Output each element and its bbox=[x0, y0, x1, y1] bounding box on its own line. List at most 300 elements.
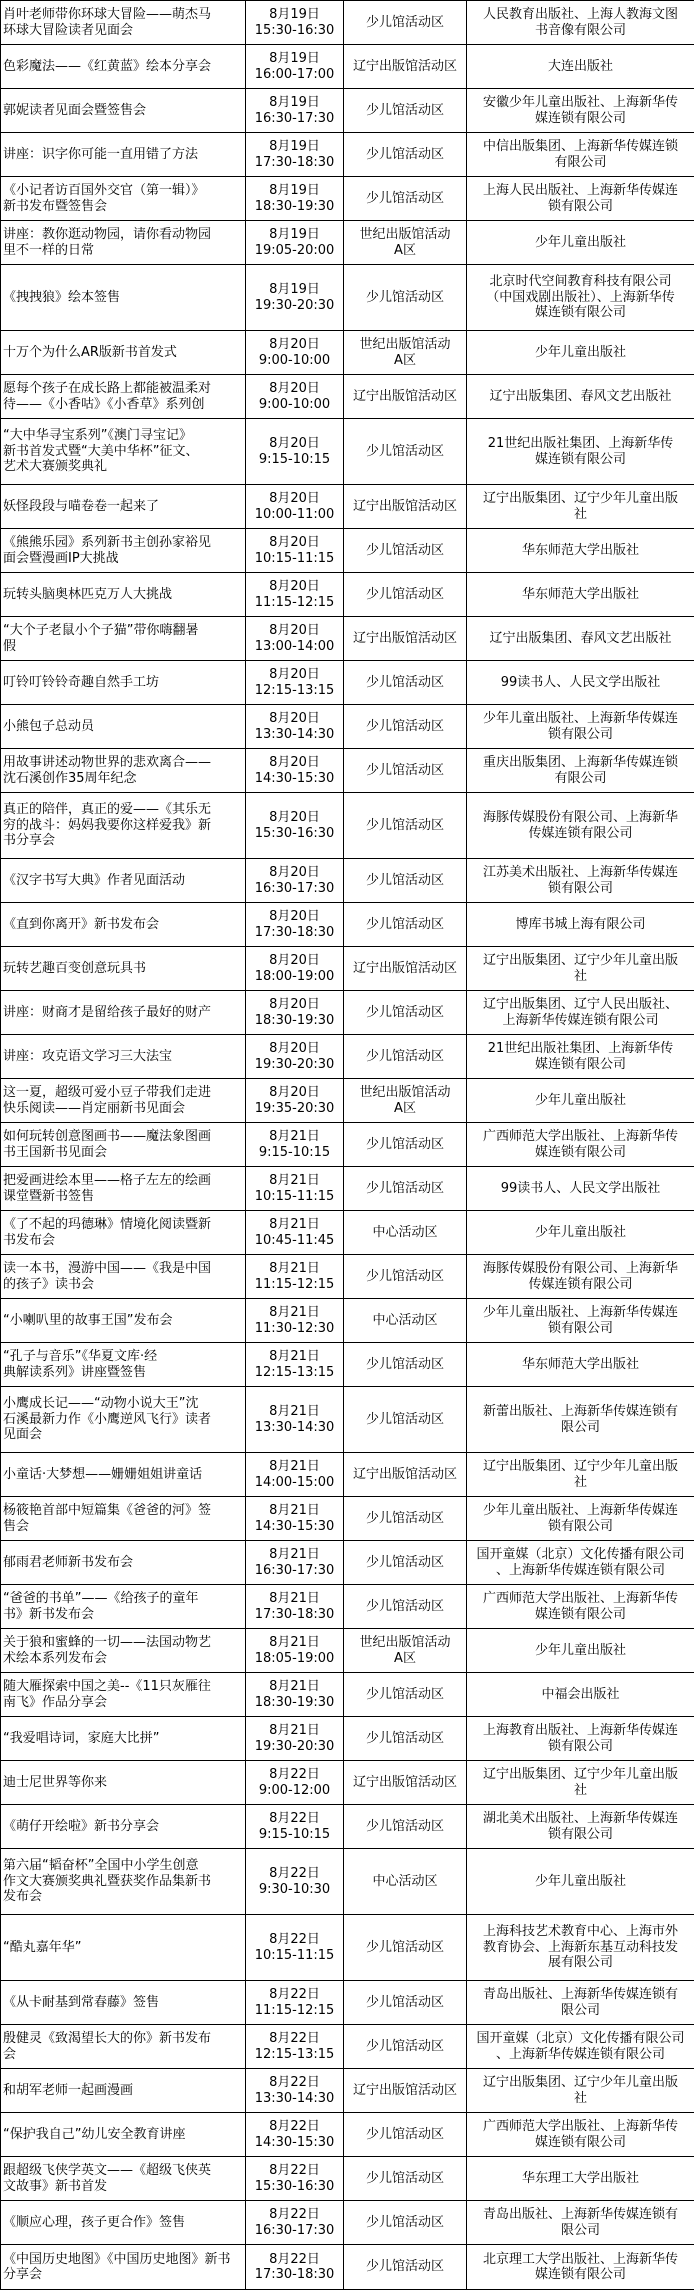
event-publisher-line: 媒连锁有限公司 bbox=[469, 1057, 692, 1073]
event-datetime bbox=[246, 1211, 344, 1255]
event-datetime bbox=[246, 2069, 344, 2113]
event-title-line: 色彩魔法——《红黄蓝》绘本分享会 bbox=[3, 59, 243, 75]
event-time: 14:30-15:30 bbox=[248, 771, 341, 787]
event-title-line: 愿每个孩子在成长路上都能被温柔对 bbox=[3, 381, 243, 397]
table-row bbox=[1, 1915, 694, 1981]
event-publisher bbox=[467, 89, 694, 133]
event-venue-line: 少儿馆活动区 bbox=[346, 2171, 464, 2187]
event-title-line: 的孩子》读书会 bbox=[3, 1277, 243, 1293]
event-date: 8月20日 bbox=[248, 909, 341, 925]
event-title-line: 快乐阅读——肖定丽新书见面会 bbox=[3, 1101, 243, 1117]
table-row bbox=[1, 1079, 694, 1123]
event-title bbox=[1, 2113, 246, 2157]
event-datetime bbox=[246, 1299, 344, 1343]
table-row bbox=[1, 947, 694, 991]
event-time: 18:30-19:30 bbox=[248, 199, 341, 215]
event-publisher bbox=[467, 573, 694, 617]
event-venue bbox=[344, 947, 467, 991]
event-publisher bbox=[467, 1211, 694, 1255]
event-title-line: 如何玩转创意图画书——魔法象图画 bbox=[3, 1129, 243, 1145]
event-publisher bbox=[467, 1387, 694, 1453]
event-publisher bbox=[467, 661, 694, 705]
event-date: 8月22日 bbox=[248, 1932, 341, 1948]
event-title-line: “我爱唱诗词，家庭大比拼” bbox=[3, 1731, 243, 1747]
event-title bbox=[1, 1717, 246, 1761]
event-title-line: 肖叶老师带你环球大冒险——萌杰马 bbox=[3, 7, 243, 23]
event-publisher-line: 辽宁出版集团、辽宁人民出版社、 bbox=[469, 997, 692, 1013]
event-publisher-line: 限公司 bbox=[469, 1420, 692, 1436]
event-title bbox=[1, 661, 246, 705]
event-venue-line: 少儿馆活动区 bbox=[346, 444, 464, 460]
event-datetime bbox=[246, 793, 344, 859]
event-publisher-line: 青岛出版社、上海新华传媒连锁有 bbox=[469, 2207, 692, 2223]
event-publisher bbox=[467, 749, 694, 793]
event-publisher-line: 锁有限公司 bbox=[469, 727, 692, 743]
event-time: 17:30-18:30 bbox=[248, 155, 341, 171]
event-title-line: 《直到你离开》新书发布会 bbox=[3, 917, 243, 933]
event-publisher-line: 人民教育出版社、上海人教海文图 bbox=[469, 7, 692, 23]
event-publisher-line: 广西师范大学出版社、上海新华传 bbox=[469, 1591, 692, 1607]
event-time: 17:30-18:30 bbox=[248, 1607, 341, 1623]
event-title-line: 用故事讲述动物世界的悲欢离合—— bbox=[3, 755, 243, 771]
event-publisher-line: 、上海新华传媒连锁有限公司 bbox=[469, 2047, 692, 2063]
event-date: 8月21日 bbox=[248, 1129, 341, 1145]
event-time: 15:30-16:30 bbox=[248, 826, 341, 842]
event-publisher-line: 辽宁出版集团、辽宁少年儿童出版 bbox=[469, 491, 692, 507]
event-title bbox=[1, 991, 246, 1035]
event-publisher-line: 辽宁出版集团、春风文艺出版社 bbox=[469, 631, 692, 647]
event-venue-line: A区 bbox=[346, 1101, 464, 1117]
event-time: 12:15-13:15 bbox=[248, 683, 341, 699]
event-venue bbox=[344, 2113, 467, 2157]
event-publisher-line: 江苏美术出版社、上海新华传媒连 bbox=[469, 865, 692, 881]
event-datetime bbox=[246, 133, 344, 177]
table-row bbox=[1, 1, 694, 45]
table-row bbox=[1, 991, 694, 1035]
event-publisher bbox=[467, 2069, 694, 2113]
event-venue bbox=[344, 991, 467, 1035]
event-venue bbox=[344, 1849, 467, 1915]
table-row bbox=[1, 1211, 694, 1255]
event-title-line: 术绘本系列发布会 bbox=[3, 1651, 243, 1667]
event-title-line: 穷的战斗：妈妈我要你这样爱我》新 bbox=[3, 818, 243, 834]
event-publisher bbox=[467, 419, 694, 485]
event-time: 9:00-12:00 bbox=[248, 1783, 341, 1799]
event-publisher bbox=[467, 1343, 694, 1387]
event-publisher bbox=[467, 1167, 694, 1211]
event-title bbox=[1, 1673, 246, 1717]
event-title-line: 随大雁探索中国之美--《11只灰雁往 bbox=[3, 1679, 243, 1695]
event-date: 8月22日 bbox=[248, 2119, 341, 2135]
event-time: 18:30-19:30 bbox=[248, 1013, 341, 1029]
table-row bbox=[1, 177, 694, 221]
event-date: 8月20日 bbox=[248, 667, 341, 683]
event-title-line: 《小记者访百国外交官（第一辑）》 bbox=[3, 183, 243, 199]
event-title bbox=[1, 1035, 246, 1079]
event-venue-line: 辽宁出版馆活动区 bbox=[346, 389, 464, 405]
event-title-line: 作文大赛颁奖典礼暨获奖作品集新书 bbox=[3, 1874, 243, 1890]
event-date: 8月22日 bbox=[248, 1811, 341, 1827]
event-venue-line: 少儿馆活动区 bbox=[346, 1940, 464, 1956]
event-title-line: 读一本书，漫游中国——《我是中国 bbox=[3, 1261, 243, 1277]
event-venue-line: 少儿馆活动区 bbox=[346, 2127, 464, 2143]
event-title-line: 《顺应心理，孩子更合作》签售 bbox=[3, 2215, 243, 2231]
event-title-line: 《拽拽狼》绘本签售 bbox=[3, 290, 243, 306]
event-datetime bbox=[246, 221, 344, 265]
event-datetime bbox=[246, 749, 344, 793]
table-row bbox=[1, 529, 694, 573]
event-venue bbox=[344, 221, 467, 265]
table-row bbox=[1, 749, 694, 793]
event-publisher bbox=[467, 1673, 694, 1717]
event-title bbox=[1, 1255, 246, 1299]
event-publisher bbox=[467, 1761, 694, 1805]
event-title-line: 讲座：教你逛动物园，请你看动物园 bbox=[3, 227, 243, 243]
event-publisher-line: 21世纪出版社集团、上海新华传 bbox=[469, 1041, 692, 1057]
event-title-line: “爸爸的书单”——《给孩子的童年 bbox=[3, 1591, 243, 1607]
event-date: 8月20日 bbox=[248, 623, 341, 639]
event-publisher-line: 锁有限公司 bbox=[469, 1827, 692, 1843]
event-title-line: “大中华寻宝系列”《澳门寻宝记》 bbox=[3, 428, 243, 444]
event-title-line: 讲座：攻克语文学习三大法宝 bbox=[3, 1049, 243, 1065]
event-date: 8月21日 bbox=[248, 1305, 341, 1321]
event-publisher-line: 有限公司 bbox=[469, 155, 692, 171]
event-venue bbox=[344, 2245, 467, 2290]
event-date: 8月21日 bbox=[248, 1459, 341, 1475]
table-row bbox=[1, 221, 694, 265]
event-datetime bbox=[246, 661, 344, 705]
event-title-line: 《汉字书写大典》作者见面活动 bbox=[3, 873, 243, 889]
event-time: 14:30-15:30 bbox=[248, 1519, 341, 1535]
event-publisher bbox=[467, 1255, 694, 1299]
event-venue bbox=[344, 419, 467, 485]
event-title bbox=[1, 45, 246, 89]
event-publisher-line: 社 bbox=[469, 2091, 692, 2107]
event-publisher bbox=[467, 705, 694, 749]
event-venue bbox=[344, 1453, 467, 1497]
event-publisher-line: 上海人民出版社、上海新华传媒连 bbox=[469, 183, 692, 199]
table-row bbox=[1, 1497, 694, 1541]
event-datetime bbox=[246, 903, 344, 947]
event-publisher-line: 锁有限公司 bbox=[469, 1321, 692, 1337]
event-publisher bbox=[467, 1717, 694, 1761]
event-title-line: 待——《小香咕》《小香草》系列创 bbox=[3, 397, 243, 413]
event-datetime bbox=[246, 1805, 344, 1849]
table-row bbox=[1, 133, 694, 177]
event-datetime bbox=[246, 265, 344, 331]
event-date: 8月21日 bbox=[248, 1349, 341, 1365]
table-row bbox=[1, 1387, 694, 1453]
event-title-line: 发布会 bbox=[3, 1889, 243, 1905]
event-publisher-line: 少年儿童出版社 bbox=[469, 1225, 692, 1241]
event-title bbox=[1, 1761, 246, 1805]
event-datetime bbox=[246, 375, 344, 419]
event-title-line: “孔子与音乐”《华夏文库·经 bbox=[3, 1349, 243, 1365]
event-time: 10:15-11:15 bbox=[248, 1948, 341, 1964]
event-title-line: 这一夏，超级可爱小豆子带我们走进 bbox=[3, 1085, 243, 1101]
event-title bbox=[1, 2069, 246, 2113]
event-publisher bbox=[467, 2245, 694, 2290]
event-datetime bbox=[246, 1079, 344, 1123]
event-publisher-line: 有限公司 bbox=[469, 771, 692, 787]
event-date: 8月21日 bbox=[248, 1547, 341, 1563]
event-publisher-line: 海豚传媒股份有限公司、上海新华 bbox=[469, 810, 692, 826]
event-title-line: 《从卡耐基到常春藤》签售 bbox=[3, 1995, 243, 2011]
event-venue bbox=[344, 177, 467, 221]
event-publisher-line: 、上海新华传媒连锁有限公司 bbox=[469, 1563, 692, 1579]
event-title-line: 杨筱艳首部中短篇集《爸爸的河》签 bbox=[3, 1503, 243, 1519]
event-publisher-line: 少年儿童出版社、上海新华传媒连 bbox=[469, 711, 692, 727]
event-time: 9:30-10:30 bbox=[248, 1882, 341, 1898]
event-venue bbox=[344, 1035, 467, 1079]
event-venue-line: 辽宁出版馆活动区 bbox=[346, 499, 464, 515]
event-title-line: 会 bbox=[3, 2047, 243, 2063]
event-title-line: 书王国新书见面会 bbox=[3, 1145, 243, 1161]
event-title bbox=[1, 1211, 246, 1255]
event-venue-line: 世纪出版馆活动 bbox=[346, 337, 464, 353]
event-title-line: 讲座：识字你可能一直用错了方法 bbox=[3, 147, 243, 163]
event-publisher-line: 媒连锁有限公司 bbox=[469, 111, 692, 127]
table-row bbox=[1, 1849, 694, 1915]
event-time: 16:30-17:30 bbox=[248, 881, 341, 897]
event-date: 8月20日 bbox=[248, 1085, 341, 1101]
event-venue-line: 少儿馆活动区 bbox=[346, 103, 464, 119]
event-title-line: 售会 bbox=[3, 1519, 243, 1535]
event-datetime bbox=[246, 1761, 344, 1805]
event-title-line: 面会暨漫画IP大挑战 bbox=[3, 551, 243, 567]
event-title-line: 石溪最新力作《小鹰逆风飞行》读者 bbox=[3, 1412, 243, 1428]
event-title bbox=[1, 859, 246, 903]
event-time: 17:30-18:30 bbox=[248, 925, 341, 941]
event-datetime bbox=[246, 617, 344, 661]
event-publisher-line: 上海教育出版社、上海新华传媒连 bbox=[469, 1723, 692, 1739]
table-row bbox=[1, 1453, 694, 1497]
event-venue-line: 少儿馆活动区 bbox=[346, 1137, 464, 1153]
event-venue bbox=[344, 1299, 467, 1343]
event-title-line: “保护我自己”幼儿安全教育讲座 bbox=[3, 2127, 243, 2143]
event-title-line: 里不一样的日常 bbox=[3, 243, 243, 259]
event-publisher-line: 传媒连锁有限公司 bbox=[469, 1277, 692, 1293]
event-venue bbox=[344, 2157, 467, 2201]
event-publisher bbox=[467, 2025, 694, 2069]
event-publisher-line: 辽宁出版集团、春风文艺出版社 bbox=[469, 389, 692, 405]
event-title bbox=[1, 573, 246, 617]
event-title bbox=[1, 1079, 246, 1123]
event-publisher-line: 媒连锁有限公司 bbox=[469, 2135, 692, 2151]
event-time: 13:30-14:30 bbox=[248, 1420, 341, 1436]
event-publisher-line: 青岛出版社、上海新华传媒连锁有 bbox=[469, 1987, 692, 2003]
event-date: 8月22日 bbox=[248, 2031, 341, 2047]
event-publisher-line: 辽宁出版集团、辽宁少年儿童出版 bbox=[469, 1459, 692, 1475]
event-venue bbox=[344, 2025, 467, 2069]
event-venue-line: 少儿馆活动区 bbox=[346, 1511, 464, 1527]
event-date: 8月22日 bbox=[248, 1767, 341, 1783]
event-venue bbox=[344, 617, 467, 661]
event-publisher-line: 锁有限公司 bbox=[469, 1519, 692, 1535]
event-title bbox=[1, 529, 246, 573]
event-publisher-line: 教育协会、上海新东基互动科技发 bbox=[469, 1940, 692, 1956]
table-row bbox=[1, 419, 694, 485]
event-time: 16:00-17:00 bbox=[248, 67, 341, 83]
event-time: 17:30-18:30 bbox=[248, 2267, 341, 2283]
event-publisher bbox=[467, 1, 694, 45]
event-publisher bbox=[467, 529, 694, 573]
event-date: 8月22日 bbox=[248, 2163, 341, 2179]
event-publisher-line: 华东理工大学出版社 bbox=[469, 2171, 692, 2187]
event-title bbox=[1, 1497, 246, 1541]
event-title-line: 玩转艺趣百变创意玩具书 bbox=[3, 961, 243, 977]
event-venue-line: 少儿馆活动区 bbox=[346, 2215, 464, 2231]
table-row bbox=[1, 1167, 694, 1211]
event-venue-line: 少儿馆活动区 bbox=[346, 675, 464, 691]
event-date: 8月22日 bbox=[248, 1987, 341, 2003]
event-title bbox=[1, 903, 246, 947]
event-time: 10:15-11:15 bbox=[248, 551, 341, 567]
event-venue-line: 辽宁出版馆活动区 bbox=[346, 631, 464, 647]
event-title-line: 南飞》作品分享会 bbox=[3, 1695, 243, 1711]
event-time: 14:30-15:30 bbox=[248, 2135, 341, 2151]
event-venue bbox=[344, 1497, 467, 1541]
event-title bbox=[1, 89, 246, 133]
event-venue bbox=[344, 529, 467, 573]
event-publisher bbox=[467, 133, 694, 177]
event-title bbox=[1, 1167, 246, 1211]
event-publisher bbox=[467, 1299, 694, 1343]
event-time: 16:30-17:30 bbox=[248, 111, 341, 127]
event-time: 9:00-10:00 bbox=[248, 353, 341, 369]
event-date: 8月21日 bbox=[248, 1261, 341, 1277]
event-time: 12:15-13:15 bbox=[248, 2047, 341, 2063]
event-datetime bbox=[246, 1, 344, 45]
event-date: 8月19日 bbox=[248, 51, 341, 67]
event-venue bbox=[344, 793, 467, 859]
event-title bbox=[1, 133, 246, 177]
event-title bbox=[1, 1299, 246, 1343]
event-venue-line: 世纪出版馆活动 bbox=[346, 1635, 464, 1651]
event-venue bbox=[344, 1211, 467, 1255]
event-venue-line: 少儿馆活动区 bbox=[346, 1049, 464, 1065]
event-publisher-line: 媒连锁有限公司 bbox=[469, 452, 692, 468]
event-venue-line: 辽宁出版馆活动区 bbox=[346, 59, 464, 75]
event-venue-line: 少儿馆活动区 bbox=[346, 1005, 464, 1021]
event-title-line: 关于狼和蜜蜂的一切——法国动物艺 bbox=[3, 1635, 243, 1651]
event-time: 19:30-20:30 bbox=[248, 298, 341, 314]
event-venue bbox=[344, 903, 467, 947]
event-publisher bbox=[467, 793, 694, 859]
event-publisher-line: 中信出版集团、上海新华传媒连锁 bbox=[469, 139, 692, 155]
event-date: 8月19日 bbox=[248, 183, 341, 199]
event-title bbox=[1, 331, 246, 375]
event-datetime bbox=[246, 705, 344, 749]
event-title bbox=[1, 1629, 246, 1673]
event-datetime bbox=[246, 177, 344, 221]
event-venue bbox=[344, 2201, 467, 2245]
event-datetime bbox=[246, 1981, 344, 2025]
event-venue-line: 少儿馆活动区 bbox=[346, 147, 464, 163]
event-date: 8月21日 bbox=[248, 1679, 341, 1695]
event-time: 9:15-10:15 bbox=[248, 1145, 341, 1161]
event-venue-line: A区 bbox=[346, 243, 464, 259]
event-title bbox=[1, 2201, 246, 2245]
event-venue bbox=[344, 265, 467, 331]
event-publisher-line: 传媒连锁有限公司 bbox=[469, 826, 692, 842]
event-publisher bbox=[467, 1453, 694, 1497]
event-venue-line: 少儿馆活动区 bbox=[346, 1181, 464, 1197]
event-venue bbox=[344, 1805, 467, 1849]
event-publisher bbox=[467, 903, 694, 947]
event-publisher-line: （中国戏剧出版社）、上海新华传 bbox=[469, 290, 692, 306]
table-row bbox=[1, 1343, 694, 1387]
event-publisher-line: 展有限公司 bbox=[469, 1955, 692, 1971]
event-datetime bbox=[246, 1497, 344, 1541]
event-venue-line: 中心活动区 bbox=[346, 1313, 464, 1329]
event-date: 8月22日 bbox=[248, 2207, 341, 2223]
event-venue bbox=[344, 45, 467, 89]
table-row bbox=[1, 45, 694, 89]
event-publisher-line: 北京时代空间教育科技有限公司 bbox=[469, 274, 692, 290]
event-publisher-line: 21世纪出版社集团、上海新华传 bbox=[469, 436, 692, 452]
event-time: 19:30-20:30 bbox=[248, 1739, 341, 1755]
event-time: 11:30-12:30 bbox=[248, 1321, 341, 1337]
schedule-body bbox=[1, 1, 694, 2290]
event-venue-line: 少儿馆活动区 bbox=[346, 1412, 464, 1428]
event-datetime bbox=[246, 573, 344, 617]
event-publisher-line: 少年儿童出版社、上海新华传媒连 bbox=[469, 1503, 692, 1519]
event-venue bbox=[344, 1629, 467, 1673]
event-time: 13:30-14:30 bbox=[248, 727, 341, 743]
event-title-line: 《中国历史地图》《中国历史地图》新书 bbox=[3, 2252, 243, 2268]
event-title bbox=[1, 1, 246, 45]
event-title-line: 《熊熊乐园》系列新书主创孙家裕见 bbox=[3, 535, 243, 551]
event-venue bbox=[344, 1079, 467, 1123]
event-date: 8月19日 bbox=[248, 95, 341, 111]
event-venue-line: 少儿馆活动区 bbox=[346, 1819, 464, 1835]
event-title-line: 《萌仔开绘啦》新书分享会 bbox=[3, 1819, 243, 1835]
event-datetime bbox=[246, 2245, 344, 2290]
table-row bbox=[1, 375, 694, 419]
event-publisher bbox=[467, 221, 694, 265]
event-time: 10:45-11:45 bbox=[248, 1233, 341, 1249]
table-row bbox=[1, 1585, 694, 1629]
event-date: 8月21日 bbox=[248, 1635, 341, 1651]
event-venue-line: 少儿馆活动区 bbox=[346, 543, 464, 559]
event-venue-line: 少儿馆活动区 bbox=[346, 873, 464, 889]
event-venue bbox=[344, 661, 467, 705]
event-time: 11:15-12:15 bbox=[248, 595, 341, 611]
event-venue-line: A区 bbox=[346, 1651, 464, 1667]
event-venue-line: A区 bbox=[346, 353, 464, 369]
event-title-line: 和胡军老师一起画漫画 bbox=[3, 2083, 243, 2099]
event-venue bbox=[344, 331, 467, 375]
event-publisher-line: 博库书城上海有限公司 bbox=[469, 917, 692, 933]
event-publisher-line: 少年儿童出版社、上海新华传媒连 bbox=[469, 1305, 692, 1321]
event-datetime bbox=[246, 1849, 344, 1915]
event-datetime bbox=[246, 419, 344, 485]
event-date: 8月19日 bbox=[248, 139, 341, 155]
event-publisher bbox=[467, 265, 694, 331]
event-venue bbox=[344, 485, 467, 529]
event-venue-line: 少儿馆活动区 bbox=[346, 1599, 464, 1615]
event-time: 10:00-11:00 bbox=[248, 507, 341, 523]
event-title-line: 郭妮读者见面会暨签售会 bbox=[3, 103, 243, 119]
event-venue-line: 少儿馆活动区 bbox=[346, 1269, 464, 1285]
event-publisher bbox=[467, 1497, 694, 1541]
event-publisher-line: 媒连锁有限公司 bbox=[469, 1607, 692, 1623]
event-publisher bbox=[467, 1915, 694, 1981]
event-publisher-line: 限公司 bbox=[469, 2003, 692, 2019]
event-venue bbox=[344, 375, 467, 419]
event-datetime bbox=[246, 1255, 344, 1299]
